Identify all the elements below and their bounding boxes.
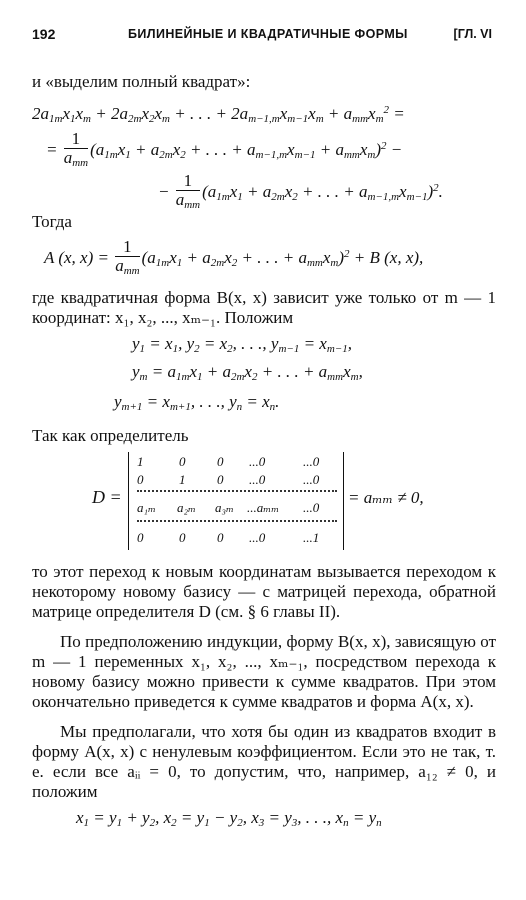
- equation-line-2: = $\frac{1}{a_{mm}}$ ($a_{1m}x_1 + a_{2m}x_2$ + . . . + $a_{m-1,m}x_{m-1} + a_{mm}x_m)^2$ −: [46, 129, 403, 169]
- matrix-cell: 0: [137, 472, 144, 487]
- matrix-dotted-row: [137, 520, 337, 528]
- togda-line: Тогда: [32, 212, 72, 231]
- paragraph-induction: По предположению индукции, форму B(x, x), зависящую от m — 1 переменных x₁, x₂, ..., xₘ₋₁, посредством перехода к новому базису можно привести к сумме квадратов. При этом окончательно приведется к сумме квадратов и форма A(x, x).: [32, 632, 496, 711]
- matrix-cell: a₂ₘ: [177, 500, 196, 515]
- det-result: = aₘₘ ≠ 0,: [348, 488, 424, 507]
- matrix-dotted-row: [137, 490, 337, 498]
- matrix-cell: ...aₘₘ: [247, 500, 280, 515]
- matrix-cell: ...0: [249, 530, 266, 545]
- paragraph-depends: где квадратичная форма B(x, x) зависит уже только от m — 1 координат: x₁, x₂, ..., xₘ₋₁. Положим: [32, 288, 496, 327]
- paragraph-assumed: Мы предполагали, что хотя бы один из квадратов входит в форму A(x, x) с ненулевым коэффициентом. Если это не так, т. е. если все aᵢᵢ = 0, то допустим, что, например, a₁₂ ≠ 0, и положим: [32, 722, 496, 801]
- substitution-2: $y_m = a_{1m}x_1 + a_{2m}x_2$ + . . . + $a_{mm}x_m$,: [132, 362, 363, 383]
- equation-line-1: $2a_{1m}x_1x_m + 2a_{2m}x_2x_m$ + . . . + $2a_{m-1,m}x_{m-1}x_m + a_{mm}x_m^2$ =: [32, 104, 405, 125]
- page-number: 192: [32, 26, 56, 42]
- matrix-cell: ...0: [249, 454, 266, 469]
- chapter-label: [ГЛ. VI: [453, 27, 492, 41]
- matrix-row-3: [137, 500, 337, 518]
- det-label: D =: [92, 487, 122, 507]
- matrix-row-1: [137, 454, 337, 472]
- determinant-matrix: [128, 452, 344, 550]
- running-header: [32, 26, 492, 46]
- matrix-row-4: [137, 530, 337, 548]
- intro-line: и «выделим полный квадрат»:: [32, 72, 251, 91]
- since-det-line: Так как определитель: [32, 426, 189, 445]
- matrix-cell: ...0: [303, 500, 320, 515]
- matrix-cell: ...0: [303, 454, 320, 469]
- matrix-cell: a₃ₘ: [215, 500, 234, 515]
- matrix-cell: 0: [217, 530, 224, 545]
- matrix-cell: 0: [217, 454, 224, 469]
- substitution-1: $y_1 = x_1$, $y_2 = x_2$, . . ., $y_{m-1} = x_{m-1}$,: [132, 334, 352, 355]
- matrix-cell: 0: [217, 472, 224, 487]
- matrix-row-2: [137, 472, 337, 490]
- matrix-cell: ...0: [249, 472, 266, 487]
- matrix-cell: ...1: [303, 530, 320, 545]
- matrix-cell: 0: [179, 454, 186, 469]
- running-title: БИЛИНЕЙНЫЕ И КВАДРАТИЧНЫЕ ФОРМЫ: [128, 27, 408, 41]
- matrix-cell: 0: [137, 530, 144, 545]
- paragraph-transition: то этот переход к новым координатам вызывается переходом к некоторому новому базису — с матрицей перехода, обратной матрице определителя D (см. § 6 главы II).: [32, 562, 496, 621]
- matrix-cell: a₁ₘ: [137, 500, 156, 515]
- equation-A: A (x, x) = $\frac{1}{a_{mm}}$ ($a_{1m}x_1 + a_{2m}x_2$ + . . . + $a_{mm}x_m)^2 + B$ (x, x),: [44, 237, 424, 277]
- substitution-3: $y_{m+1} = x_{m+1}$, . . ., $y_n = x_n$.: [114, 392, 280, 413]
- matrix-cell: ...0: [303, 472, 320, 487]
- final-substitution: $x_1 = y_1 + y_2$, $x_2 = y_1 - y_2$, $x_3 = y_3$, . . ., $x_n = y_n$: [76, 808, 382, 829]
- matrix-cell: 0: [179, 530, 186, 545]
- matrix-cell: 1: [179, 472, 186, 487]
- matrix-cell: 1: [137, 454, 144, 469]
- equation-line-3: − $\frac{1}{a_{mm}}$ ($a_{1m}x_1 + a_{2m}x_2$ + . . . + $a_{m-1,m}x_{m-1})^2$.: [158, 171, 443, 211]
